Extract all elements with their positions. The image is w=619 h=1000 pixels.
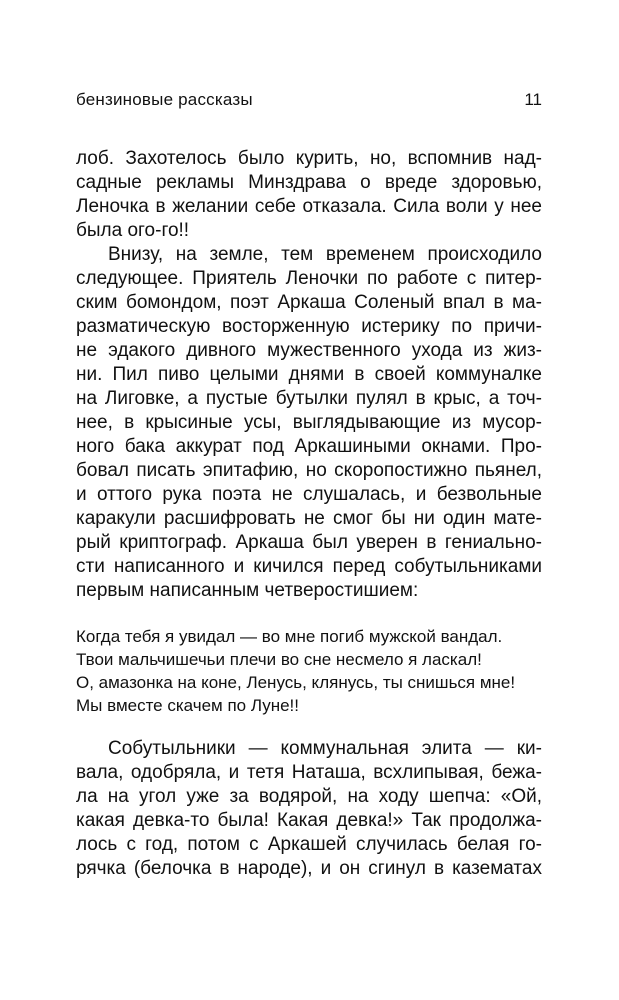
text-line: не эдакого дивного мужественного ухода из жиз-: [76, 340, 542, 361]
text-line: ским бомондом, поэт Аркаша Соленый впал в ма-: [76, 292, 542, 313]
text-line: первым написанным четверостишием:: [76, 580, 419, 601]
verse-line: Когда тебя я увидал — во мне погиб мужской вандал.: [76, 627, 503, 646]
text-line: нее, в крысиные усы, выглядывающие из мусор-: [76, 412, 542, 433]
text-line: ного бака аккурат под Аркашиными окнами. Про-: [76, 436, 542, 457]
text-line: какая девка-то была! Какая девка!» Так продолжа-: [76, 810, 542, 831]
text-line: сти написанного и кичился перед собутыльниками: [76, 556, 542, 577]
running-title: бензиновые рассказы: [76, 90, 253, 109]
text-line: каракули расшифровать не смог бы ни один мате-: [76, 508, 542, 529]
text-line: ни. Пил пиво целыми днями в своей коммуналке: [76, 364, 542, 385]
text-line: садные рекламы Минздрава о вреде здоровью,: [76, 172, 542, 193]
text-line: рячка (белочка в народе), и он сгинул в казематах: [76, 858, 542, 879]
text-line: на Лиговке, а пустые бутылки пулял в крыс, а точ-: [76, 388, 542, 409]
text-line: вала, одобряла, и тетя Наташа, всхлипывая, бежа-: [76, 762, 542, 783]
text-line: лось с год, потом с Аркашей случилась белая го-: [76, 834, 542, 855]
text-line: Внизу, на земле, тем временем происходило: [108, 244, 542, 265]
text-line: рый криптограф. Аркаша был уверен в гениально-: [76, 532, 542, 553]
text-line: Леночка в желании себе отказала. Сила воли у нее: [76, 196, 542, 217]
page-number: 11: [524, 90, 542, 109]
text-line: следующее. Приятель Леночки по работе с питер-: [76, 268, 542, 289]
text-line: и оттого рука поэта не слушалась, и безвольные: [76, 484, 542, 505]
text-line: Собутыльники — коммунальная элита — ки-: [108, 738, 542, 759]
text-line: разматическую восторженную истерику по причи-: [76, 316, 542, 337]
verse-line: Мы вместе скачем по Луне!!: [76, 696, 299, 715]
text-line: лоб. Захотелось было курить, но, вспомнив над-: [76, 148, 542, 169]
text-line: бовал писать эпитафию, но скоропостижно пьянел,: [76, 460, 542, 481]
verse-line: Твои мальчишечьи плечи во сне несмело я ласкал!: [76, 650, 482, 669]
verse-line: О, амазонка на коне, Ленусь, клянусь, ты снишься мне!: [76, 673, 516, 692]
text-line: ла на угол уже за водярой, на ходу шепча: «Ой,: [76, 786, 542, 807]
text-line: была ого-го!!: [76, 220, 190, 241]
